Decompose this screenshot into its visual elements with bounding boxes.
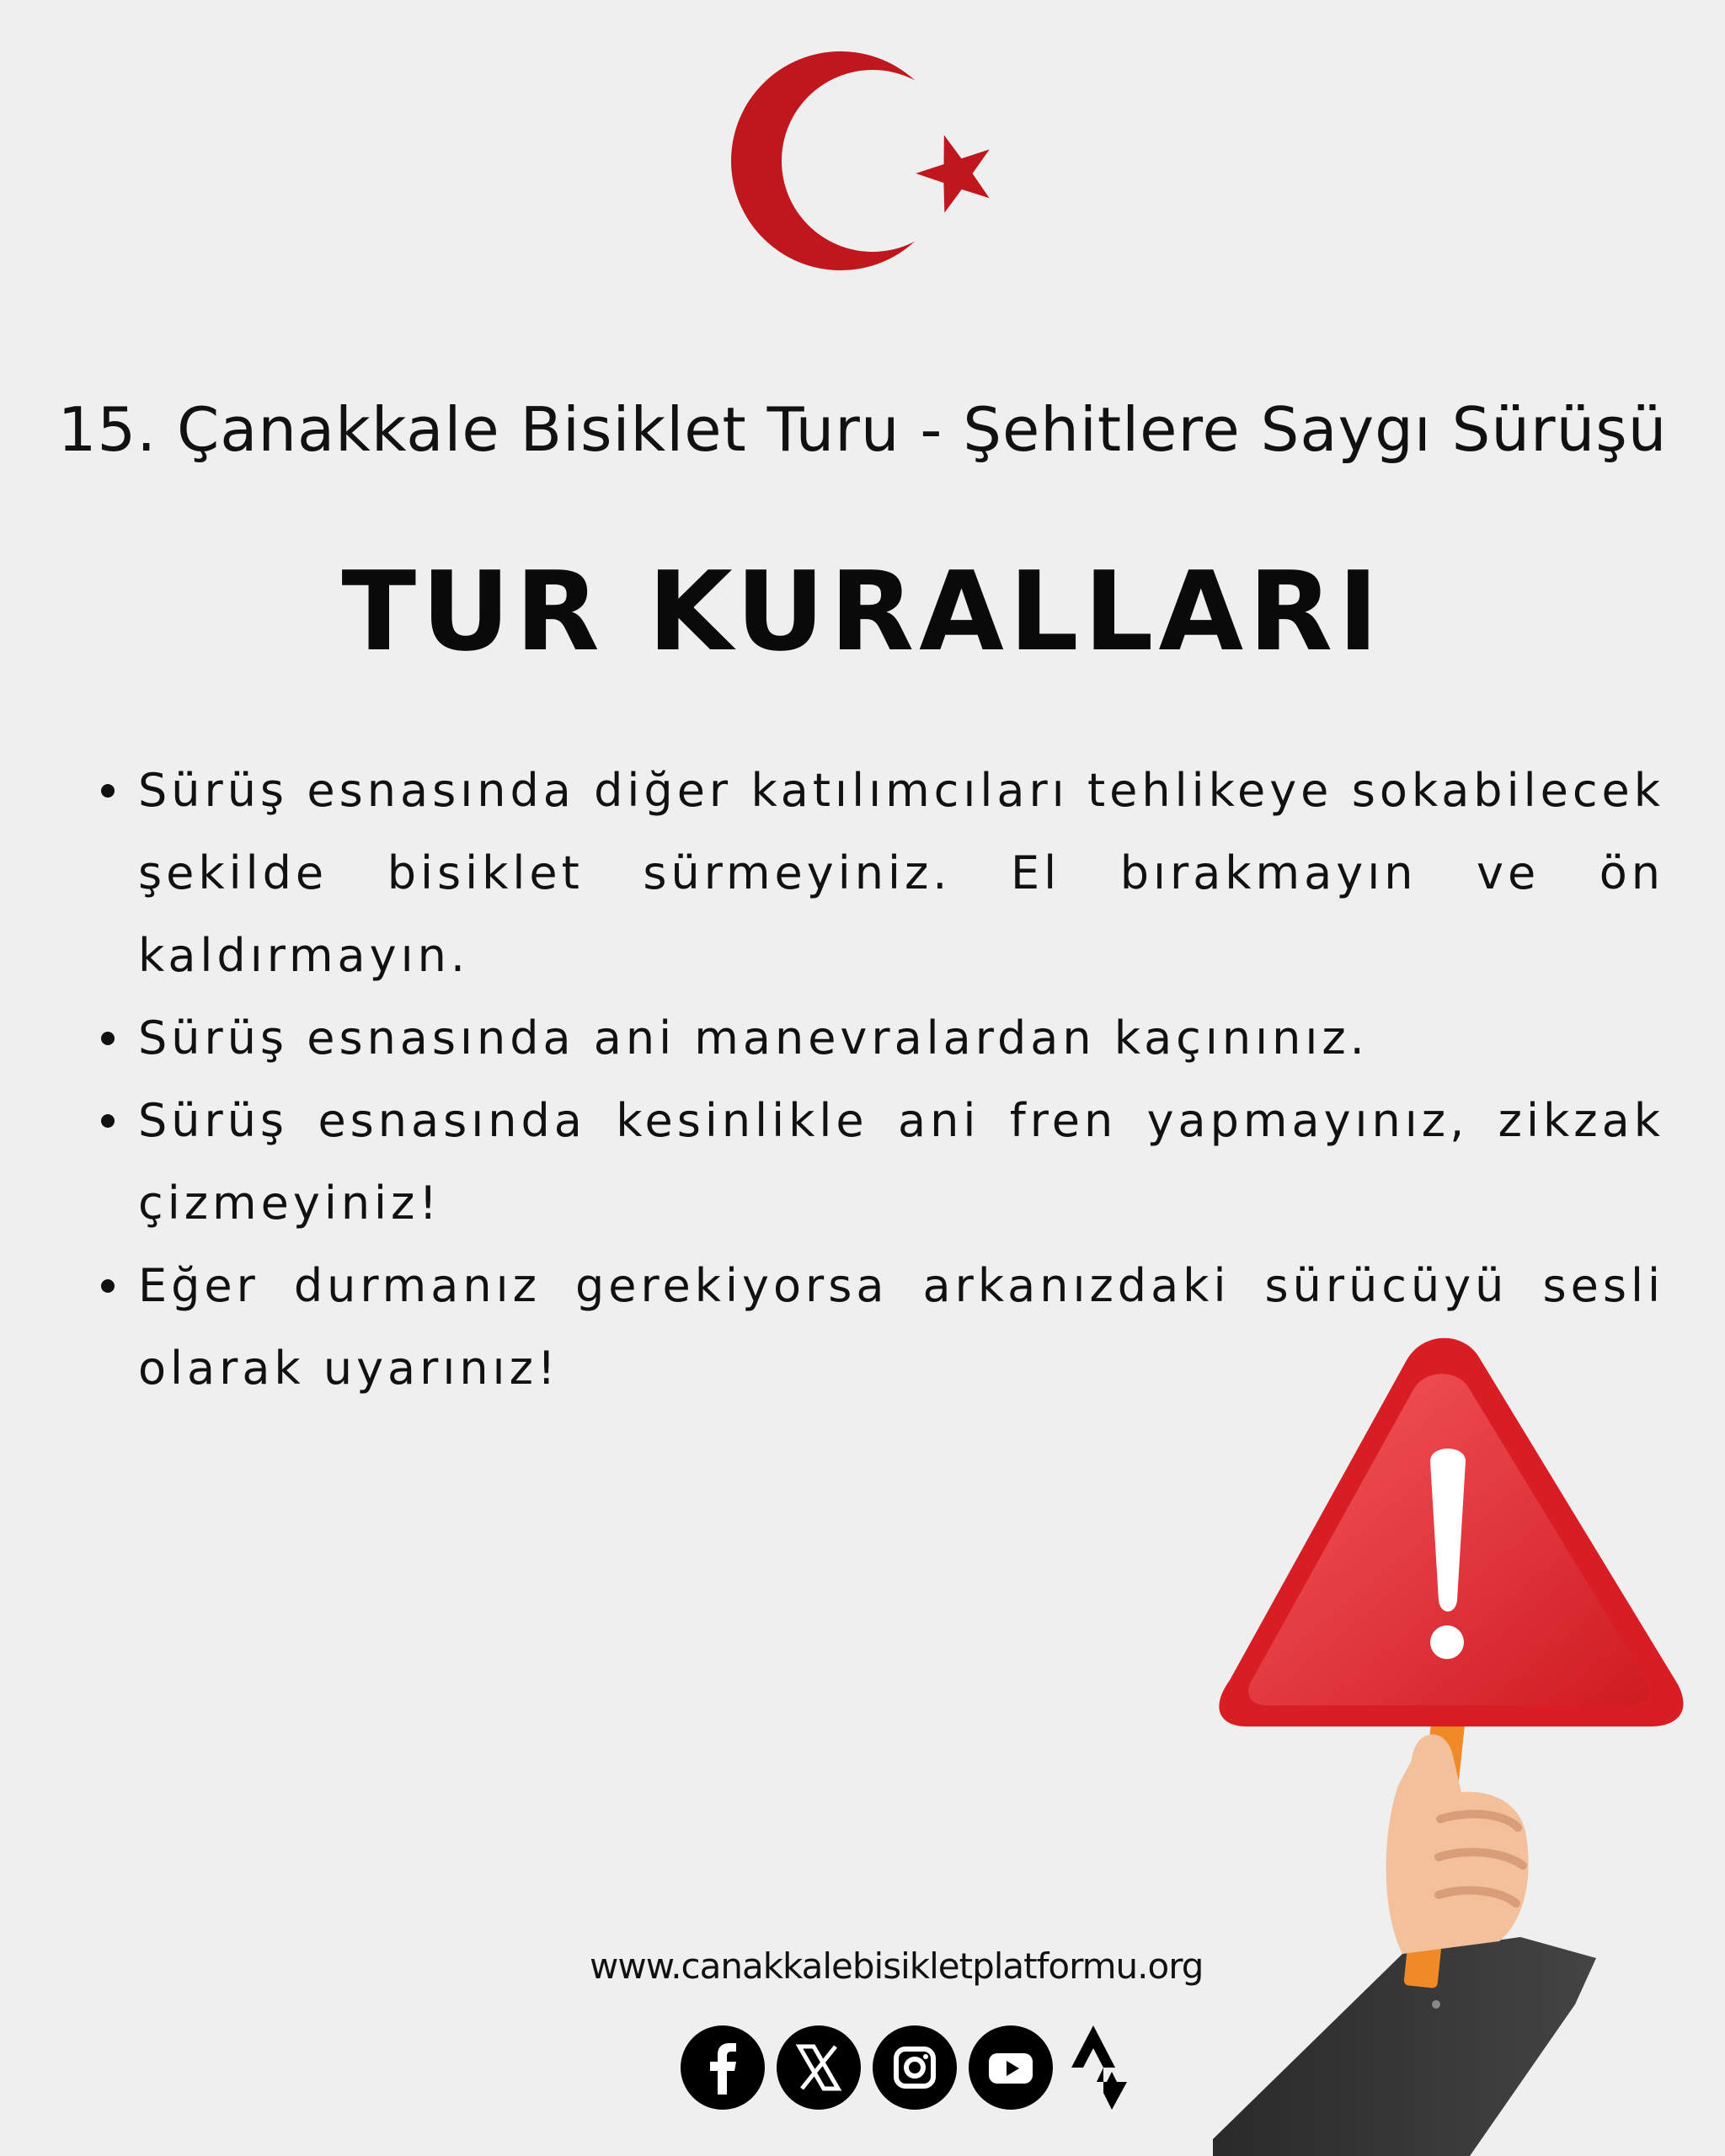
youtube-icon[interactable] xyxy=(969,2025,1053,2110)
page-subtitle: 15. Çanakkale Bisiklet Turu - Şehitlere Saygı Sürüşü xyxy=(57,394,1668,465)
facebook-icon[interactable] xyxy=(681,2025,765,2110)
x-icon[interactable] xyxy=(777,2025,861,2110)
strava-icon[interactable] xyxy=(1065,2021,1132,2114)
social-icons xyxy=(681,2021,1132,2114)
rule-item: Sürüş esnasında diğer katılımcıları tehlikeye sokabilecek şekilde bisiklet sürmeyiniz. El bırakmayın ve ön kaldırmayın. xyxy=(93,750,1664,997)
rule-item: Sürüş esnasında ani manevralardan kaçınınız. xyxy=(93,997,1664,1080)
instagram-icon[interactable] xyxy=(873,2025,957,2110)
warning-sign-illustration xyxy=(1213,1331,1725,2156)
website-url[interactable]: www.canakkalebisikletplatformu.org xyxy=(590,1945,1204,1987)
rules-list xyxy=(93,750,1664,1410)
page-title: TUR KURALLARI xyxy=(341,547,1384,675)
crescent-star-emblem xyxy=(731,47,1017,291)
rule-item: Sürüş esnasında kesinlikle ani fren yapmayınız, zikzak çizmeyiniz! xyxy=(93,1080,1664,1245)
rule-item: Eğer durmanız gerekiyorsa arkanızdaki sürücüyü sesli olarak uyarınız! xyxy=(93,1245,1664,1410)
